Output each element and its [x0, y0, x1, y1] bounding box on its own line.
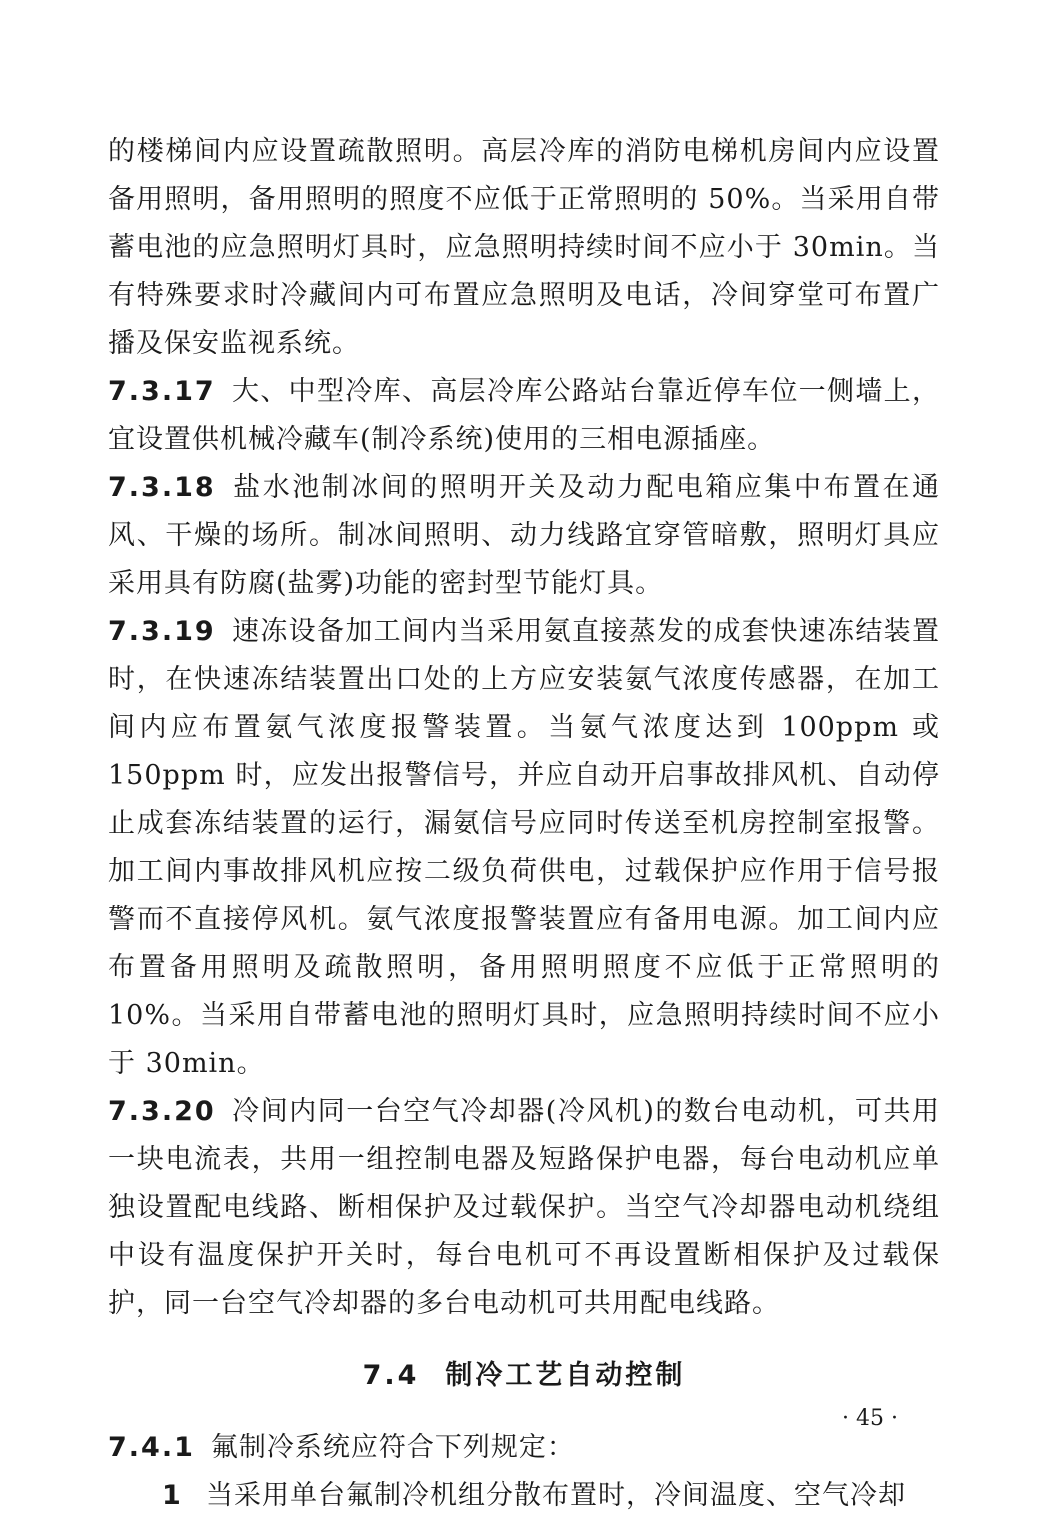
list-item-1 [108, 1472, 940, 1520]
clause-7-3-18 [108, 464, 940, 608]
clause-number: 7.3.17 [108, 376, 216, 407]
clause-text: 速冻设备加工间内当采用氨直接蒸发的成套快速冻结装置时，在快速冻结装置出口处的上方应安装氨气浓度传感器，在加工间内应布置氨气浓度报警装置。当氨气浓度达到 100ppm 或 150ppm 时，应发出报警信号，并应自动开启事故排风机、自动停止成套冻结装置的运行，漏氨信号应同时传送至机房控制室报警。加工间内事故排风机应按二级负荷供电，过载保护应作用于信号报警而不直接停风机。氨气浓度报警装置应有备用电源。加工间内应布置备用照明及疏散照明，备用照明照度不应低于正常照明的 10%。当采用自带蓄电池的照明灯具时，应急照明持续时间不应小于 30min。 [108, 616, 940, 1079]
clause-7-4-1 [108, 1424, 940, 1472]
continued-paragraph: 的楼梯间内应设置疏散照明。高层冷库的消防电梯机房间内应设置备用照明，备用照明的照度不应低于正常照明的 50%。当采用自带蓄电池的应急照明灯具时，应急照明持续时间不应小于 30min。当有特殊要求时冷藏间内可布置应急照明及电话，冷间穿堂可布置广播及保安监视系统。 [108, 136, 940, 359]
clause-text: 冷间内同一台空气冷却器(冷风机)的数台电动机，可共用一块电流表，共用一组控制电器及短路保护电器，每台电动机应单独设置配电线路、断相保护及过载保护。当空气冷却器电动机绕组中设有温度保护开关时，每台电机可不再设置断相保护及过载保护，同一台空气冷却器的多台电动机可共用配电线路。 [108, 1096, 940, 1319]
clause-7-3-20 [108, 1088, 940, 1328]
clause-number: 7.3.19 [108, 616, 216, 647]
clause-7-3-17 [108, 368, 940, 464]
clause-number: 7.3.18 [108, 472, 216, 503]
section-title: 制冷工艺自动控制 [445, 1360, 686, 1391]
clause-text: 大、中型冷库、高层冷库公路站台靠近停车位一侧墙上，宜设置供机械冷藏车(制冷系统)使用的三相电源插座。 [108, 376, 940, 455]
clause-number: 7.3.20 [108, 1096, 216, 1127]
section-heading [108, 1352, 940, 1400]
clause-7-3-19 [108, 608, 940, 1088]
item-number: 1 [162, 1480, 182, 1511]
clause-text: 氟制冷系统应符合下列规定： [210, 1432, 575, 1463]
page-number: · 45 · [842, 1406, 898, 1431]
clause-text: 盐水池制冰间的照明开关及动力配电箱应集中布置在通风、干燥的场所。制冰间照明、动力线路宜穿管暗敷，照明灯具应采用具有防腐(盐雾)功能的密封型节能灯具。 [108, 472, 940, 599]
page-body [108, 128, 940, 1520]
section-number: 7.4 [362, 1360, 420, 1391]
clause-number: 7.4.1 [108, 1432, 195, 1463]
item-text: 当采用单台氟制冷机组分散布置时，冷间温度、空气冷却 [206, 1480, 906, 1511]
